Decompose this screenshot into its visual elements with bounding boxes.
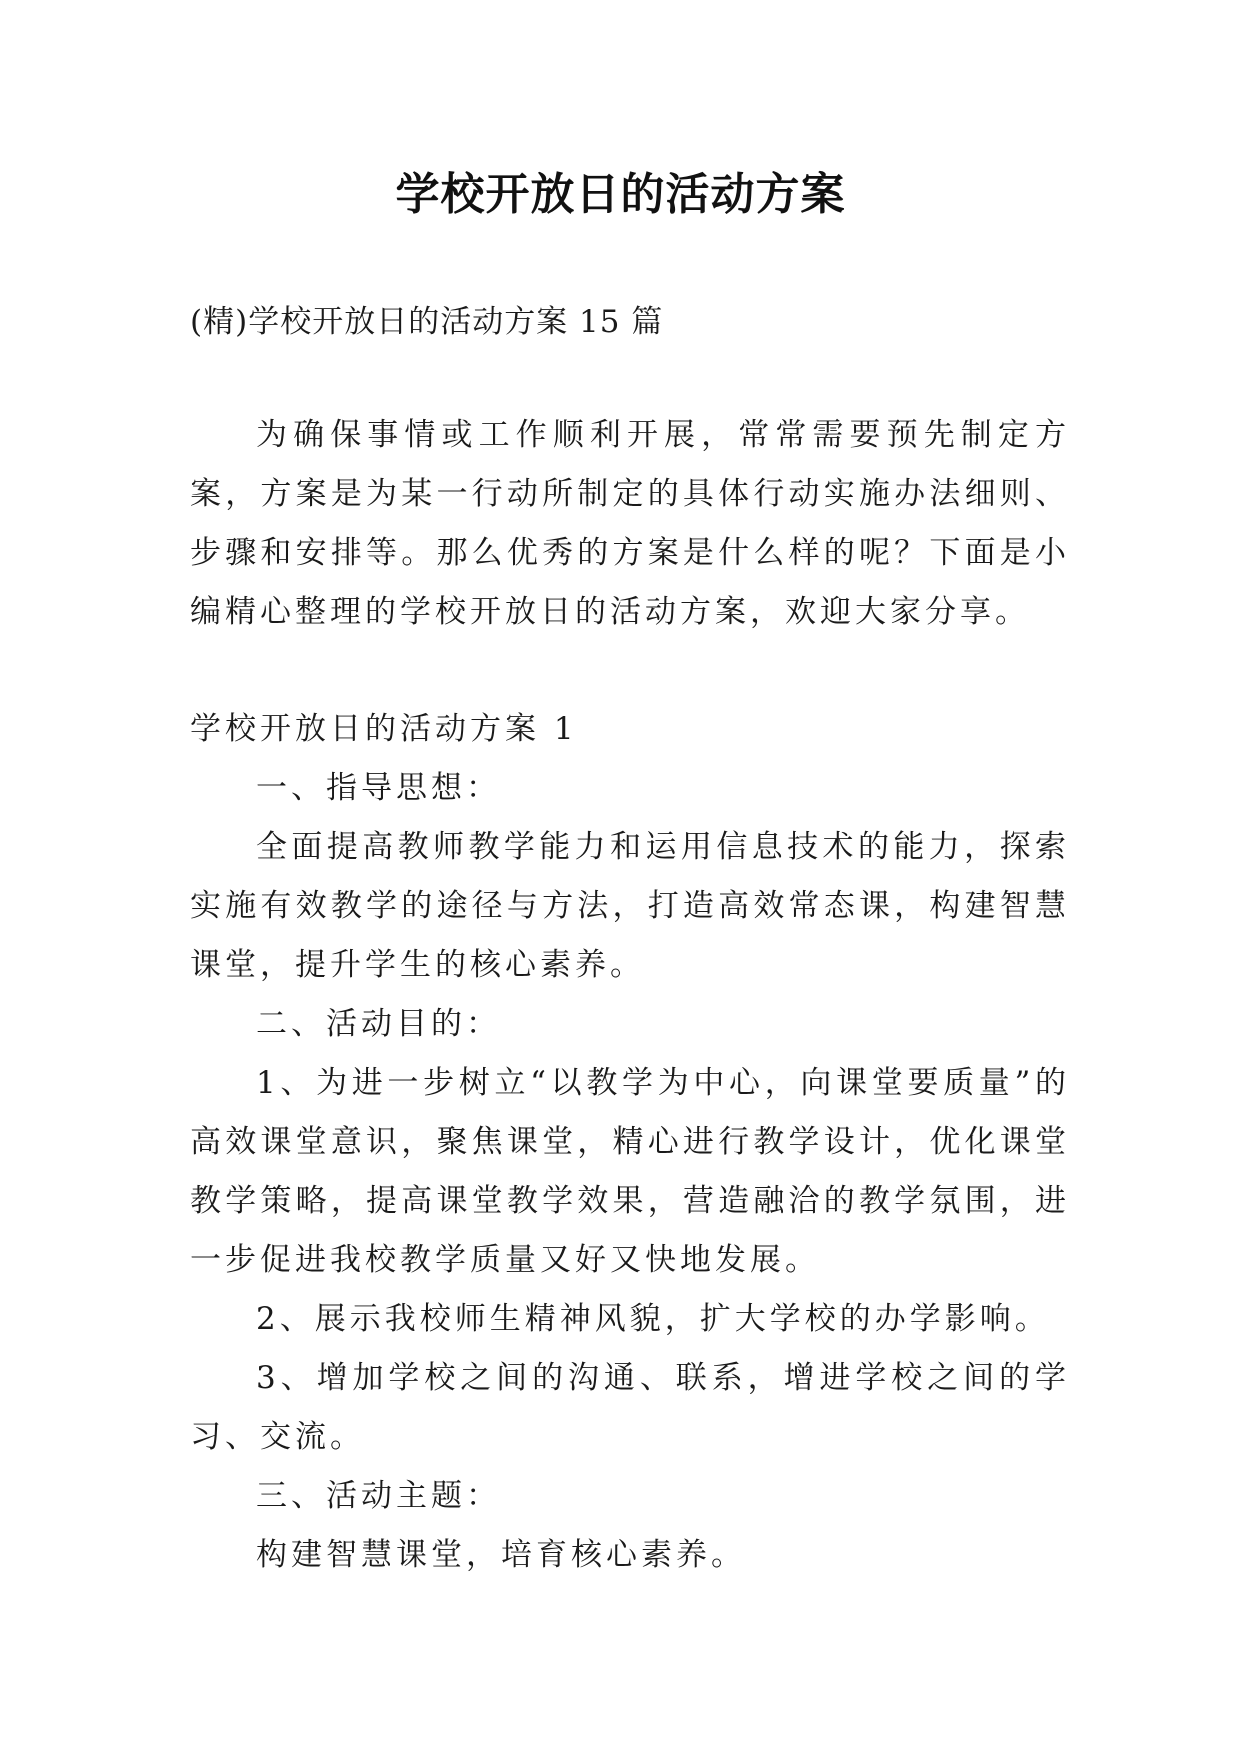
- document-title: 学校开放日的活动方案: [395, 169, 846, 220]
- paragraph-purpose-1: 1、为进一步树立“以教学为中心，向课堂要质量”的高效课堂意识，聚焦课堂，精心进行教学设计，优化课堂教学策略，提高课堂教学效果，营造融洽的教学氛围，进一步促进我校教学质量又好又快地发展。: [190, 1065, 1070, 1278]
- section-1: [190, 700, 1070, 1585]
- document-subtitle: (精)学校开放日的活动方案 15 篇: [190, 304, 664, 340]
- paragraph-purpose-3: 3、增加学校之间的沟通、联系，增进学校之间的学习、交流。: [190, 1360, 1070, 1455]
- paragraph-activity-theme: 构建智慧课堂，培育核心素养。: [256, 1537, 746, 1573]
- paragraph-guiding-ideology: 全面提高教师教学能力和运用信息技术的能力，探索实施有效教学的途径与方法，打造高效常态课，构建智慧课堂，提升学生的核心素养。: [190, 829, 1070, 983]
- paragraph-purpose-2: 2、展示我校师生精神风貌，扩大学校的办学影响。: [256, 1301, 1050, 1337]
- section-heading: 学校开放日的活动方案 1: [190, 711, 578, 747]
- heading-activity-purpose: 二、活动目的：: [256, 1006, 501, 1042]
- intro-paragraph: 为确保事情或工作顺利开展，常常需要预先制定方案，方案是为某一行动所制定的具体行动实施办法细则、步骤和安排等。那么优秀的方案是什么样的呢？下面是小编精心整理的学校开放日的活动方案，欢迎大家分享。: [190, 417, 1070, 630]
- heading-activity-theme: 三、活动主题：: [256, 1478, 501, 1514]
- heading-guiding-ideology: 一、指导思想：: [256, 770, 501, 806]
